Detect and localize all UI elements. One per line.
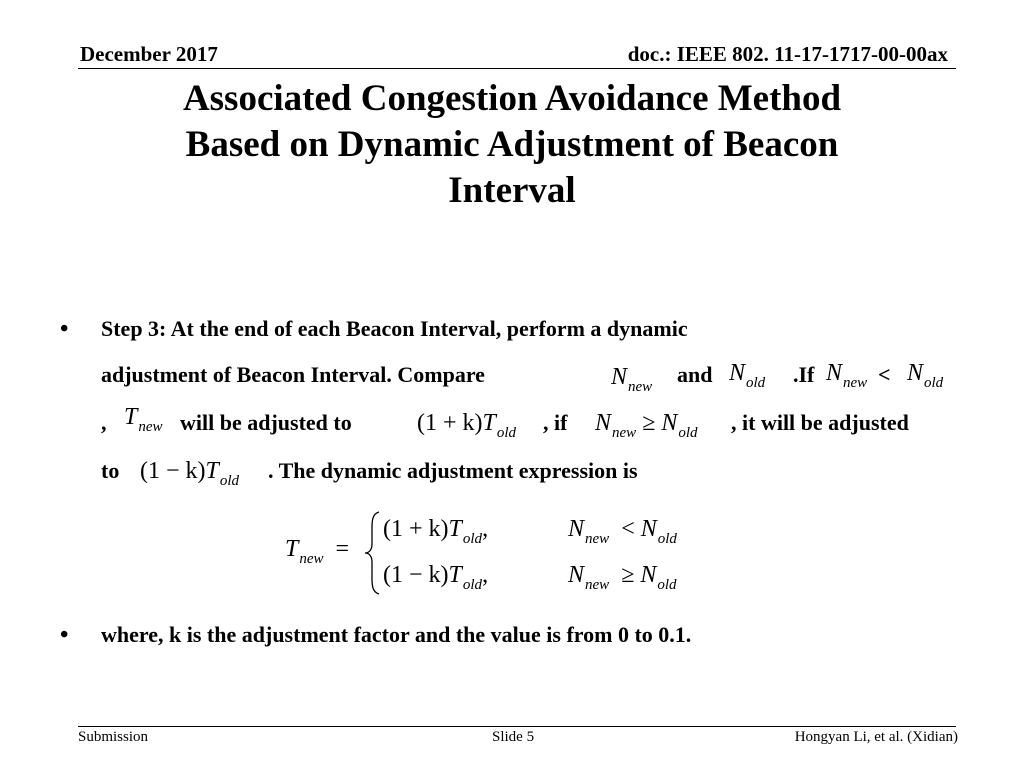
equation-lhs: $T_{new}$ =	[285, 536, 350, 567]
bullet-marker: •	[60, 316, 69, 342]
math-n-new: $N_{new}$	[611, 364, 653, 395]
footer-slide-number: Slide 5	[492, 729, 535, 745]
title-line-2: Based on Dynamic Adjustment of Beacon	[185, 124, 839, 165]
math-t-new: $T_{new}$	[124, 404, 163, 435]
header-doc-id: doc.: IEEE 802. 11-17-1717-00-00ax	[627, 42, 948, 66]
step3-adjusted-to: will be adjusted to	[180, 410, 352, 435]
math-one-minus-k-t-old: $(1 - k)T_{old}$	[140, 458, 240, 489]
step3-comma: ,	[101, 410, 107, 435]
equation-case-2-cond: $N_{new} \ge N_{old}$	[568, 562, 677, 593]
step3-it-will-be: , it will be adjusted	[731, 410, 909, 435]
step3-if: .If	[793, 362, 815, 387]
header-date: December 2017	[80, 42, 218, 66]
math-n-new-geq-n-old: $N_{new} \ge N_{old}$	[595, 410, 698, 441]
equation-case-2-expr: $(1 - k)T_{old}$,	[383, 562, 489, 593]
math-n-old: $N_{old}$	[729, 360, 766, 391]
step3-if-2: , if	[543, 410, 568, 435]
slide-title	[78, 76, 946, 214]
footer-divider	[78, 726, 956, 727]
step3-line-2-text: adjustment of Beacon Interval. Compare	[101, 362, 485, 387]
header-divider	[78, 68, 956, 69]
math-n-new-2: $N_{new}$	[826, 360, 868, 391]
equation-brace	[363, 510, 381, 596]
where-line: where, k is the adjustment factor and the value is from 0 to 0.1.	[101, 622, 692, 647]
equation-case-1-expr: $(1 + k)T_{old}$,	[383, 516, 489, 547]
footer-authors: Hongyan Li, et al. (Xidian)	[794, 729, 958, 745]
step3-and: and	[677, 362, 713, 387]
step3-expression-is: . The dynamic adjustment expression is	[268, 458, 638, 483]
step3-line-1: Step 3: At the end of each Beacon Interval, perform a dynamic	[101, 316, 688, 341]
title-line-1: Associated Congestion Avoidance Method	[182, 78, 842, 119]
footer-submission: Submission	[78, 729, 149, 745]
equation-case-1-cond: $N_{new} < N_{old}$	[568, 516, 677, 547]
math-n-old-2: $N_{old}$	[907, 360, 944, 391]
title-line-3: Interval	[448, 170, 576, 211]
bullet-marker-2: •	[60, 622, 69, 648]
step3-to: to	[101, 458, 120, 483]
math-one-plus-k-t-old: $(1 + k)T_{old}$	[417, 410, 517, 441]
step3-less-than: <	[878, 362, 891, 387]
